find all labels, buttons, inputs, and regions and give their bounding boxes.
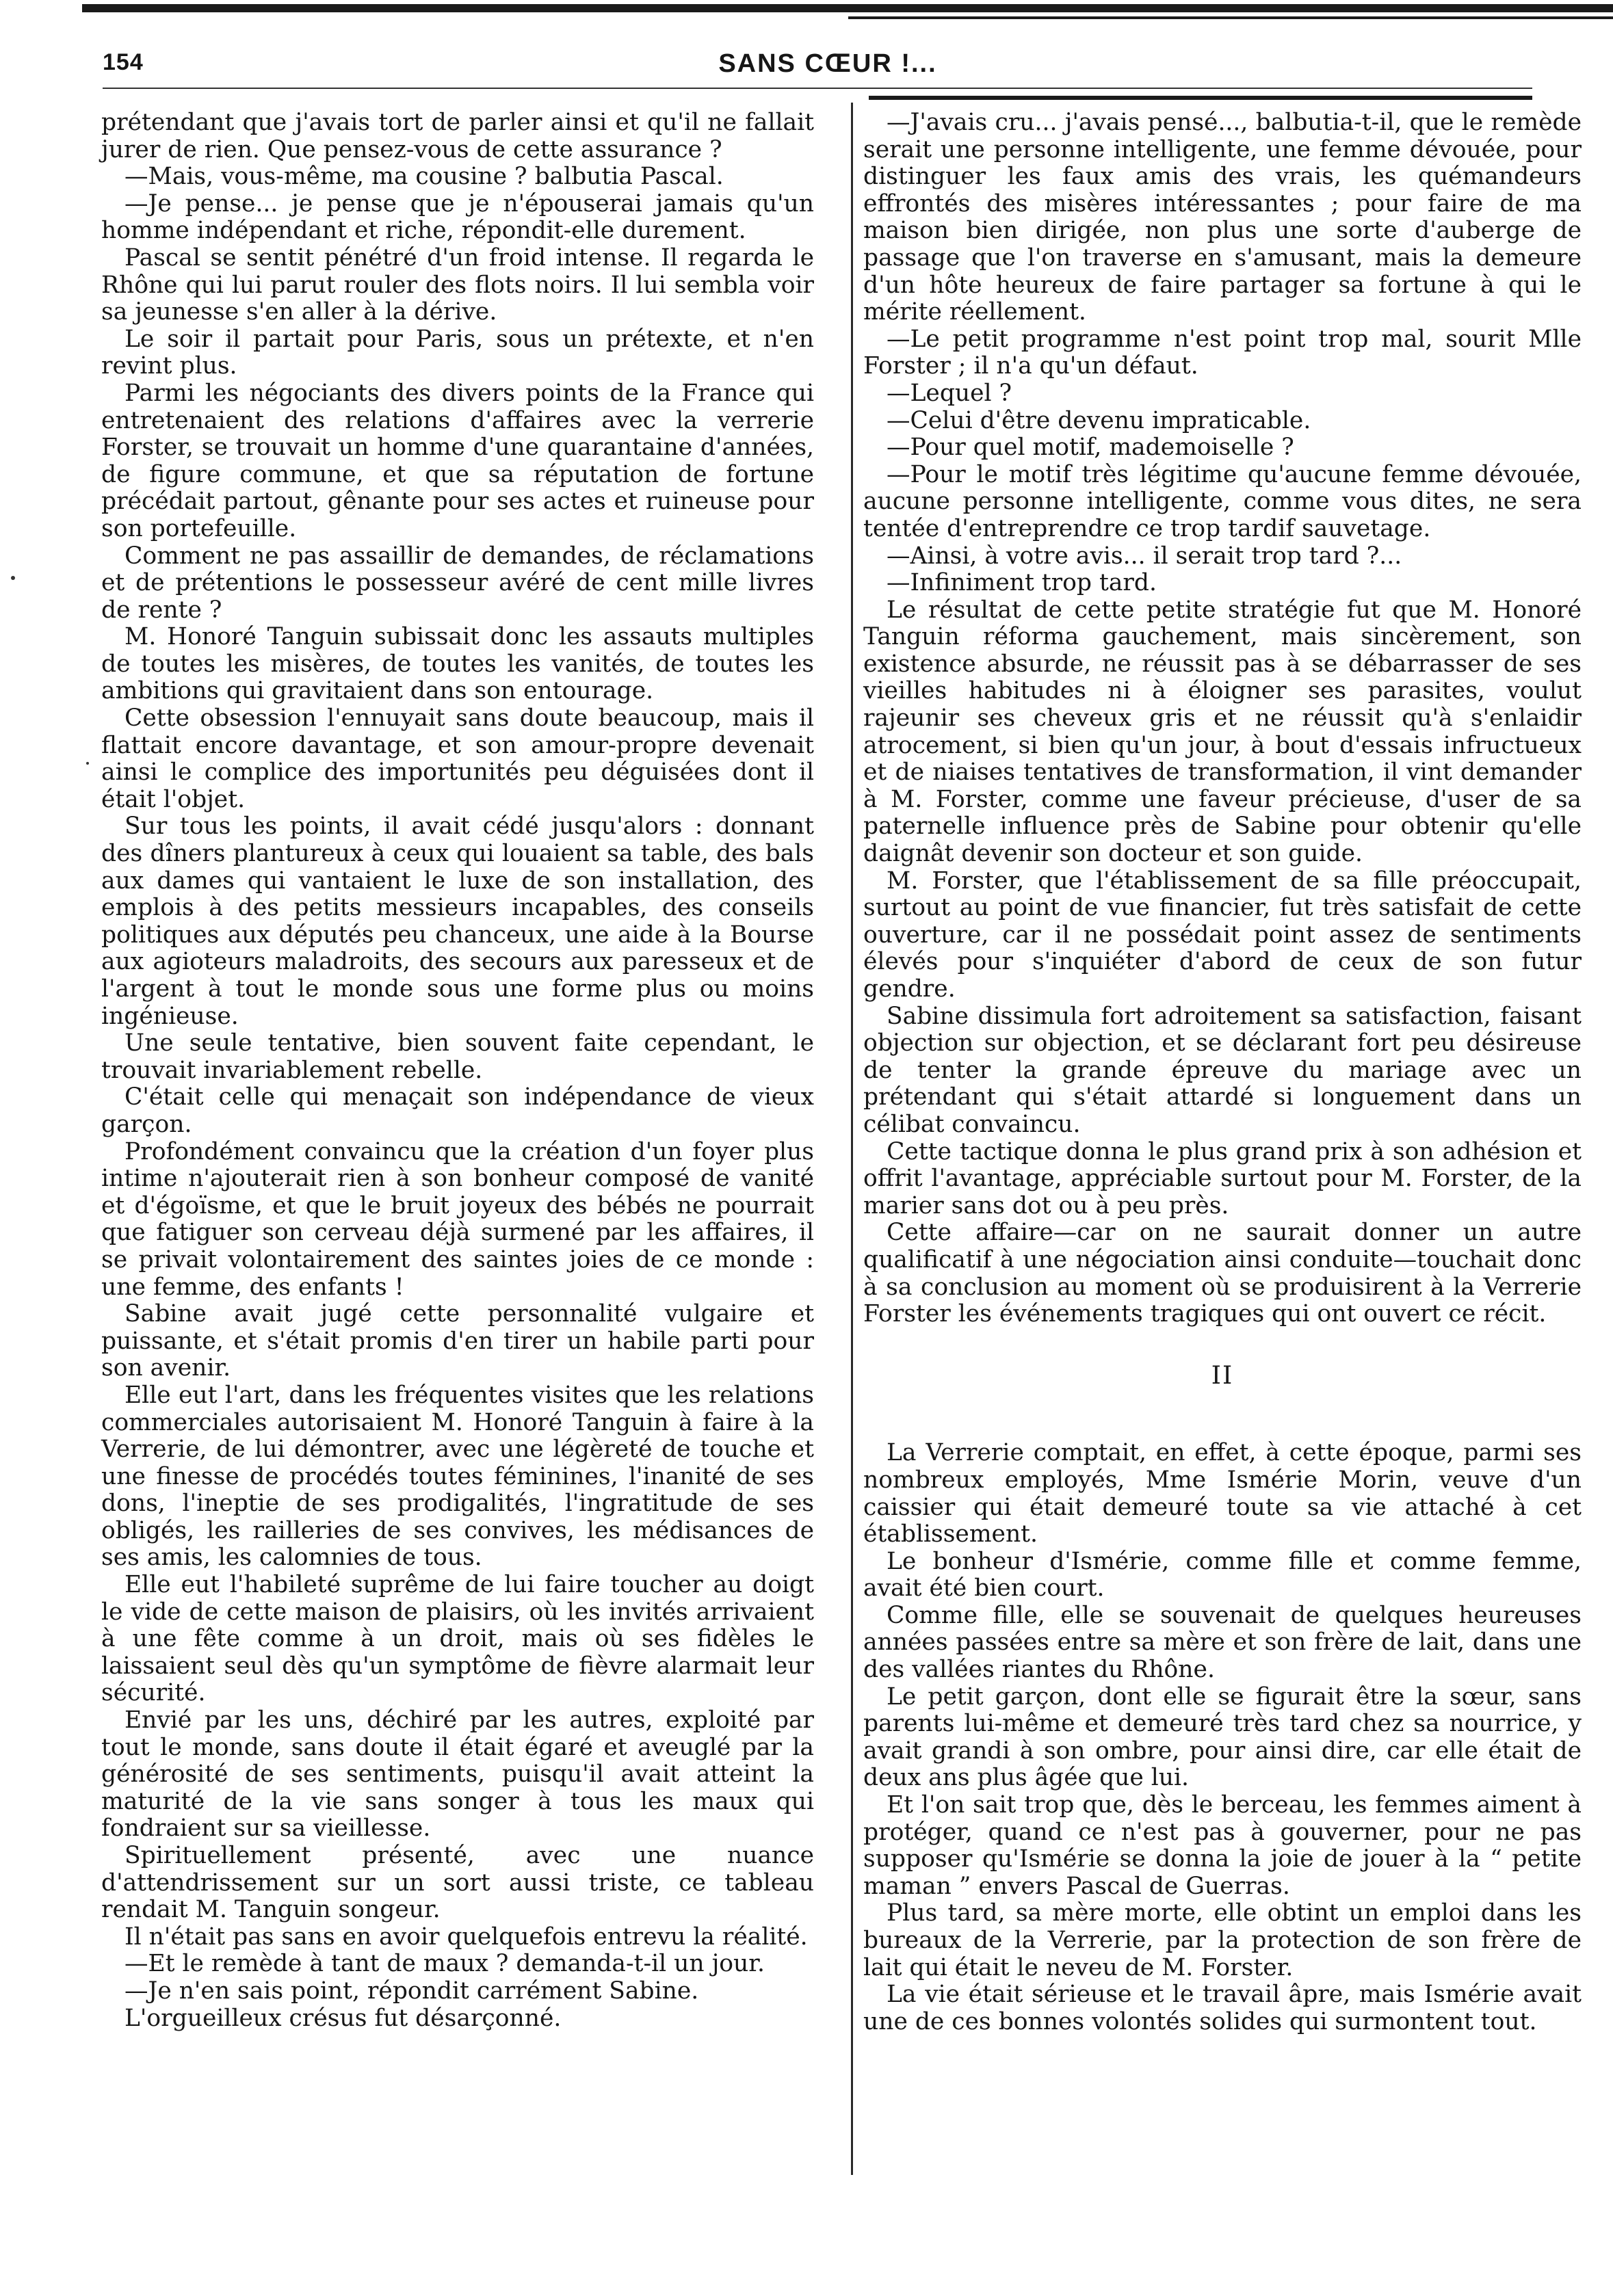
paragraph: —Pour quel motif, mademoiselle ? bbox=[887, 434, 1294, 462]
paragraph: Une seule tentative, bien souvent faite cependant, le trouvait invariablement rebelle. bbox=[101, 1029, 814, 1084]
paragraph: —Ainsi, à votre avis... il serait trop tard ?... bbox=[887, 542, 1402, 570]
paragraph: C'était celle qui menaçait son indépendance de vieux garçon. bbox=[101, 1083, 814, 1138]
paragraph: —J'avais cru... j'avais pensé..., balbutia-t-il, que le remède serait une personne intelligente, une femme dévouée, pour distinguer les faux amis des vrais, les quémandeurs effrontés des misères intéressantes ; pour faire de ma maison bien dirigée, non plus une sorte d'auberge de passage que l'on traverse en s'amusant, mais la demeure d'un hôte heureux de faire partager sa fortune à qui le mérite réellement. bbox=[863, 109, 1582, 326]
top-border-rule bbox=[82, 4, 1613, 12]
column-divider bbox=[851, 103, 853, 2175]
paragraph: Elle eut l'habileté suprême de lui faire toucher au doigt le vide de cette maison de plaisirs, où les invités arrivaient à une fête comme à un droit, mais où ses fidèles le laissaient seul dès qu'un symptôme de fièvre alarmait leur sécurité. bbox=[101, 1571, 814, 1707]
paragraph: Il n'était pas sans en avoir quelquefois entrevu la réalité. bbox=[124, 1923, 808, 1951]
paragraph: La vie était sérieuse et le travail âpre, mais Ismérie avait une de ces bonnes volontés solides qui surmontent tout. bbox=[863, 1981, 1582, 2035]
paragraph: Cette tactique donna le plus grand prix à son adhésion et offrit l'avantage, appréciable surtout pour M. Forster, de la marier sans dot ou à peu près. bbox=[863, 1137, 1582, 1219]
paragraph: —Le petit programme n'est point trop mal, sourit Mlle Forster ; il n'a qu'un défaut. bbox=[863, 325, 1582, 380]
header-rule-bold bbox=[869, 96, 1532, 100]
paragraph: —Mais, vous-même, ma cousine ? balbutia Pascal. bbox=[124, 163, 724, 191]
right-column bbox=[863, 109, 1582, 2035]
paragraph: La Verrerie comptait, en effet, à cette époque, parmi ses nombreux employés, Mme Ismérie Morin, veuve d'un caissier qui était demeuré toute sa vie attaché à cet établissement. bbox=[863, 1439, 1582, 1548]
section-heading: II bbox=[1211, 1361, 1234, 1390]
paragraph: Sabine avait jugé cette personnalité vulgaire et puissante, et s'était promis d'en tirer un habile parti pour son avenir. bbox=[101, 1300, 814, 1382]
paragraph: —Je n'en sais point, répondit carrément Sabine. bbox=[124, 1977, 699, 2005]
paragraph: —Et le remède à tant de maux ? demanda-t-il un jour. bbox=[124, 1950, 765, 1978]
paragraph: Comment ne pas assaillir de demandes, de réclamations et de prétentions le possesseur avéré de cent mille livres de rente ? bbox=[101, 542, 814, 624]
left-column bbox=[101, 109, 814, 2032]
paragraph: —Pour le motif très légitime qu'aucune femme dévouée, aucune personne intelligente, comme vous dites, ne sera tentée d'entreprendre ce trop tardif sauvetage. bbox=[863, 460, 1582, 542]
paragraph: Pascal se sentit pénétré d'un froid intense. Il regarda le Rhône qui lui parut rouler des flots noirs. Il lui sembla voir sa jeunesse s'en aller à la dérive. bbox=[101, 243, 814, 326]
margin-speck bbox=[86, 762, 89, 765]
paragraph: —Lequel ? bbox=[887, 379, 1012, 407]
paragraph: —Celui d'être devenu impraticable. bbox=[887, 406, 1311, 434]
page-number: 154 bbox=[103, 49, 144, 75]
paragraph: Cette obsession l'ennuyait sans doute beaucoup, mais il flattait encore davantage, et son amour-propre devenait ainsi le complice des importunités peu déguisées dont il était l'objet. bbox=[101, 704, 814, 813]
margin-speck bbox=[11, 576, 15, 580]
running-title: SANS CŒUR !... bbox=[718, 49, 937, 78]
paragraph: Profondément convaincu que la création d'un foyer plus intime n'ajouterait rien à son bonheur composé de vanité et d'égoïsme, et que le bruit joyeux des bébés ne pourrait que fatiguer son cerveau déjà surmené par les affaires, il se privait volontairement des saintes joies de ce monde : une femme, des enfants ! bbox=[101, 1137, 814, 1301]
paragraph: Et l'on sait trop que, dès le berceau, les femmes aiment à protéger, quand ce n'est pas à gouverner, pour ne pas supposer qu'Ismérie se donna la joie de jouer à la “ petite maman ” envers Pascal de Guerras. bbox=[863, 1791, 1582, 1900]
paragraph: Parmi les négociants des divers points de la France qui entretenaient des relations d'affaires avec la verrerie Forster, se trouvait un homme d'une quarantaine d'années, de figure commune, et que sa réputation de fortune précédait partout, gênante pour ses actes et ruineuse pour son portefeuille. bbox=[101, 379, 814, 542]
paragraph: L'orgueilleux crésus fut désarçonné. bbox=[124, 2004, 562, 2032]
paragraph: —Infiniment trop tard. bbox=[887, 569, 1157, 597]
paragraph: Cette affaire—car on ne saurait donner un autre qualificatif à une négociation ainsi conduite—touchait donc à sa conclusion au moment où se produisirent à la Verrerie Forster les événements tragiques qui ont ouvert ce récit. bbox=[863, 1219, 1582, 1328]
paragraph: Le petit garçon, dont elle se figurait être la sœur, sans parents lui-même et demeuré très tard chez sa nourrice, y avait grandi à son ombre, pour ainsi dire, car elle était de deux ans plus âgée que lui. bbox=[863, 1683, 1582, 1792]
paragraph: Sabine dissimula fort adroitement sa satisfaction, faisant objection sur objection, et se déclarant fort peu désireuse de tenter la grande épreuve du mariage avec un prétendant qui s'était attardé si longuement dans un célibat convaincu. bbox=[863, 1002, 1582, 1138]
paragraph: Le soir il partait pour Paris, sous un prétexte, et n'en revint plus. bbox=[101, 325, 814, 380]
paragraph: M. Forster, que l'établissement de sa fille préoccupait, surtout au point de vue financier, fut très satisfait de cette ouverture, car il ne possédait point assez de sentiments élevés pour s'inquiéter d'abord de ceux de son futur gendre. bbox=[863, 867, 1582, 1003]
paragraph: —Je pense... je pense que je n'épouserai jamais qu'un homme indépendant et riche, répondit-elle durement. bbox=[101, 189, 814, 245]
paragraph: M. Honoré Tanguin subissait donc les assauts multiples de toutes les misères, de toutes les vanités, de toutes les ambitions qui gravitaient dans son entourage. bbox=[101, 623, 814, 705]
paragraph: Plus tard, sa mère morte, elle obtint un emploi dans les bureaux de la Verrerie, par la protection de son frère de lait qui était le neveu de M. Forster. bbox=[863, 1899, 1582, 1981]
paragraph: Envié par les uns, déchiré par les autres, exploité par tout le monde, sans doute il était égaré et aveuglé par la générosité de ses sentiments, puisqu'il avait atteint la maturité de la vie sans songer à tous les maux qui fondraient sur sa vieillesse. bbox=[101, 1706, 814, 1843]
paragraph: Comme fille, elle se souvenait de quelques heureuses années passées entre sa mère et son frère de lait, dans une des vallées riantes du Rhône. bbox=[863, 1601, 1582, 1684]
paragraph: Sur tous les points, il avait cédé jusqu'alors : donnant des dîners plantureux à ceux qui louaient sa table, des bals aux dames qui vantaient le luxe de son installation, des emplois à des petits messieurs incapables, des conseils politiques aux députés peu chanceux, une aide à la Bourse aux agioteurs maladroits, des secours aux paresseux et de l'argent à tout le monde sous une forme plus ou moins ingénieuse. bbox=[101, 813, 814, 1030]
top-border-rule-secondary bbox=[848, 16, 1613, 19]
paragraph: Le résultat de cette petite stratégie fut que M. Honoré Tanguin réforma gauchement, mais sincèrement, son existence absurde, ne réussit pas à se débarrasser de ses vieilles habitudes ni à éloigner ses parasites, voulut rajeunir ses cheveux gris et ne réussit qu'à s'enlaidir atrocement, si bien qu'un jour, à bout d'essais infructueux et de niaises tentatives de transformation, il vint demander à M. Forster, comme une faveur précieuse, d'user de sa paternelle influence près de Sabine pour obtenir qu'elle daignât devenir son docteur et son guide. bbox=[863, 596, 1582, 868]
header-rule bbox=[103, 88, 1532, 89]
paragraph: prétendant que j'avais tort de parler ainsi et qu'il ne fallait jurer de rien. Que pensez-vous de cette assurance ? bbox=[101, 109, 814, 163]
paragraph: Spirituellement présenté, avec une nuance d'attendrissement sur un sort aussi triste, ce tableau rendait M. Tanguin songeur. bbox=[101, 1842, 814, 1924]
paragraph: Elle eut l'art, dans les fréquentes visites que les relations commerciales autorisaient M. Honoré Tanguin à faire à la Verrerie, de lui démontrer, avec une légèreté de touche et une finesse de procédés toutes féminines, l'inanité de ses dons, l'ineptie de ses prodigalités, l'ingratitude de ses obligés, les railleries de ses convives, les médisances de ses amis, les calomnies de tous. bbox=[101, 1381, 814, 1572]
paragraph: Le bonheur d'Ismérie, comme fille et comme femme, avait été bien court. bbox=[863, 1547, 1582, 1602]
